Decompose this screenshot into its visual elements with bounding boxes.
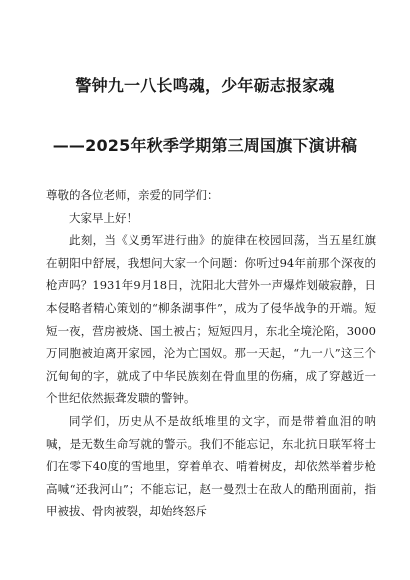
salutation: 尊敬的各位老师，亲爱的同学们：: [46, 188, 219, 202]
document-subtitle: ——2025年秋季学期第三周国旗下演讲稿: [52, 136, 358, 155]
paragraph-remembrance: 同学们，历史从不是故纸堆里的文字，而是带着血泪的呐喊，是无数生命写就的警示。我们不能忘记，东北抗日联军将士们在零下40度的雪地里，穿着单衣、啃着树皮，却依然举着步枪高喊“还我河山”；不能忘记，赵一曼烈士在敌人的酷刑面前，指甲被拔、骨肉被裂，却始终怒斥: [46, 413, 376, 519]
paragraph-history: 此刻，当《义勇军进行曲》的旋律在校园回荡，当五星红旗在朝阳中舒展，我想问大家一个问题：你听过94年前那个深夜的枪声吗？1931年9月18日，沈阳北大营外一声爆炸划破寂静，日本侵略者精心策划的“柳条湖事件”，成为了侵华战争的开端。短短一夜，营房被烧、国土被占；短短四月，东北全境沦陷，3000万同胞被迫离开家园，沦为亡国奴。那一天起，“九一八”这三个沉甸甸的字，就成了中华民族刻在骨血里的伤痛，成了穿越近一个世纪依然振聋发聩的警钟。: [46, 233, 376, 406]
document-title: 警钟九一八长鸣魂，少年砺志报家魂: [75, 76, 335, 95]
document-body: [46, 184, 376, 523]
paragraph-greeting: 大家早上好！: [69, 210, 138, 225]
